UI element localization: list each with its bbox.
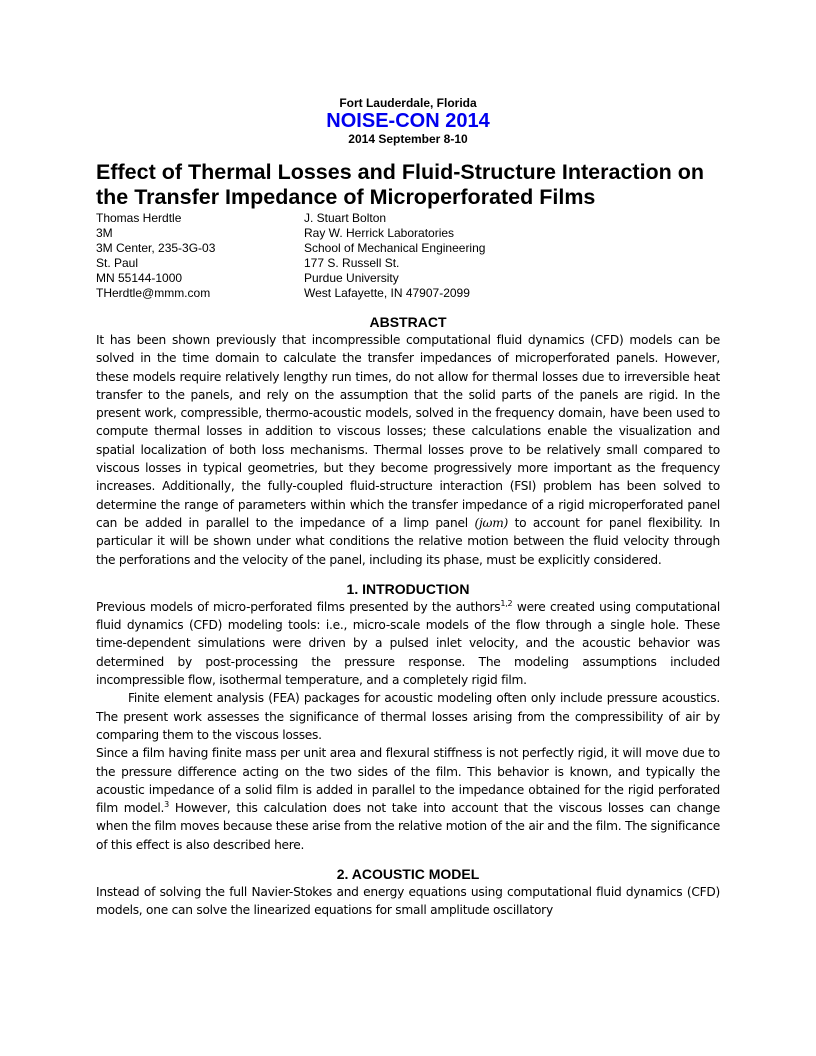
abstract-math: (jωm) bbox=[474, 515, 509, 530]
intro-p1-citation: 1,2 bbox=[500, 598, 513, 608]
intro-p3-text-a: Since a film having finite mass per unit area and flexural stiffness is not perfectly rigid, it will move due to the pressure difference acting on the two sides of the film. This behavior is known, and typically the acoustic impedance of a solid film is added in parallel to the impedance obtained for the rigid perforated film model. bbox=[96, 746, 720, 816]
author-2-name: J. Stuart Bolton bbox=[304, 211, 387, 225]
author-2-city: West Lafayette, IN 47907-2099 bbox=[304, 286, 470, 300]
intro-p1-text-b: were created using computational fluid dynamics (CFD) modeling tools: i.e., micro-scale models of the flow through a single hole. These time-dependent simulations were driven by a pulsed inlet velocity, and the acoustic behavior was determined by post-processing the pressure response. The modeling assumptions included incompressible flow, isothermal temperature, and a completely rigid film. bbox=[96, 599, 720, 688]
introduction-heading: 1. INTRODUCTION bbox=[346, 580, 470, 597]
intro-p3-text-b: However, this calculation does not take into account that the viscous losses can change when the film moves because these arise from the relative motion of the air and the film. The significance of this effect is also described here. bbox=[96, 801, 720, 852]
author-1-city: St. Paul bbox=[96, 256, 139, 270]
paper-title: Effect of Thermal Losses and Fluid-Structure Interaction on the Transfer Impedance of Microperforated Films bbox=[96, 160, 705, 209]
intro-paragraph-1 bbox=[96, 598, 720, 689]
author-1-email: THerdtle@mmm.com bbox=[96, 286, 211, 300]
acoustic-model-body bbox=[96, 883, 720, 920]
conference-dates: 2014 September 8-10 bbox=[348, 132, 468, 146]
abstract-text-a: It has been shown previously that incompressible computational fluid dynamics (CFD) models can be solved in the time domain to calculate the transfer impedances of microperforated panels. However, these models require relatively lengthy run times, do not allow for thermal losses due to irreversible heat transfer to the panels, and rely on the assumption that the solid parts of the panels are rigid. In the present work, compressible, thermo-acoustic models, solved in the frequency domain, have been used to compute thermal losses in addition to viscous losses; these calculations enable the visualization and spatial localization of both loss mechanisms. Thermal losses prove to be relatively small compared to viscous losses in typical geometries, but they become progressively more important as the frequency increases. Additionally, the fully-coupled fluid-structure interaction (FSI) problem has been solved to determine the range of parameters within which the transfer impedance of a rigid microperforated panel can be added in parallel to the impedance of a limp panel bbox=[96, 333, 720, 530]
conference-header bbox=[96, 96, 720, 146]
intro-paragraph-2: Finite element analysis (FEA) packages for acoustic modeling often only include pressure acoustics. The present work assesses the significance of thermal losses arising from the compressibility of air by comparing them to the viscous losses. bbox=[96, 691, 720, 742]
abstract-heading: ABSTRACT bbox=[369, 314, 447, 330]
author-2-school: School of Mechanical Engineering bbox=[304, 241, 486, 255]
author-block bbox=[96, 211, 720, 301]
paper-page bbox=[96, 96, 720, 920]
conference-name: NOISE-CON 2014 bbox=[326, 110, 490, 132]
author-2-university: Purdue University bbox=[304, 271, 399, 285]
author-2 bbox=[304, 211, 704, 301]
acoustic-model-heading: 2. ACOUSTIC MODEL bbox=[336, 866, 480, 883]
conference-location: Fort Lauderdale, Florida bbox=[339, 96, 477, 110]
intro-p1-text-a: Previous models of micro-perforated films presented by the authors bbox=[96, 599, 501, 614]
author-2-address: 177 S. Russell St. bbox=[304, 256, 400, 270]
intro-paragraph-3 bbox=[96, 744, 720, 854]
author-1 bbox=[96, 211, 304, 301]
author-1-company: 3M bbox=[96, 226, 113, 240]
author-1-zip: MN 55144-1000 bbox=[96, 271, 183, 285]
abstract-text-b: to account for panel flexibility. In particular it will be shown under what conditions the relative motion between the fluid velocity through the perforations and the velocity of the panel, including its phase, must be explicitly considered. bbox=[96, 515, 720, 567]
author-1-name: Thomas Herdtle bbox=[96, 211, 182, 225]
introduction-body bbox=[96, 598, 720, 854]
author-1-address: 3M Center, 235-3G-03 bbox=[96, 241, 216, 255]
author-2-lab: Ray W. Herrick Laboratories bbox=[304, 226, 455, 240]
abstract-paragraph bbox=[96, 331, 720, 569]
acoustic-paragraph-1: Instead of solving the full Navier-Stokes and energy equations using computational fluid dynamics (CFD) models, one can solve the linearized equations for small amplitude oscillatory bbox=[96, 885, 720, 918]
abstract-body bbox=[96, 331, 720, 569]
intro-p3-citation: 3 bbox=[164, 800, 169, 810]
